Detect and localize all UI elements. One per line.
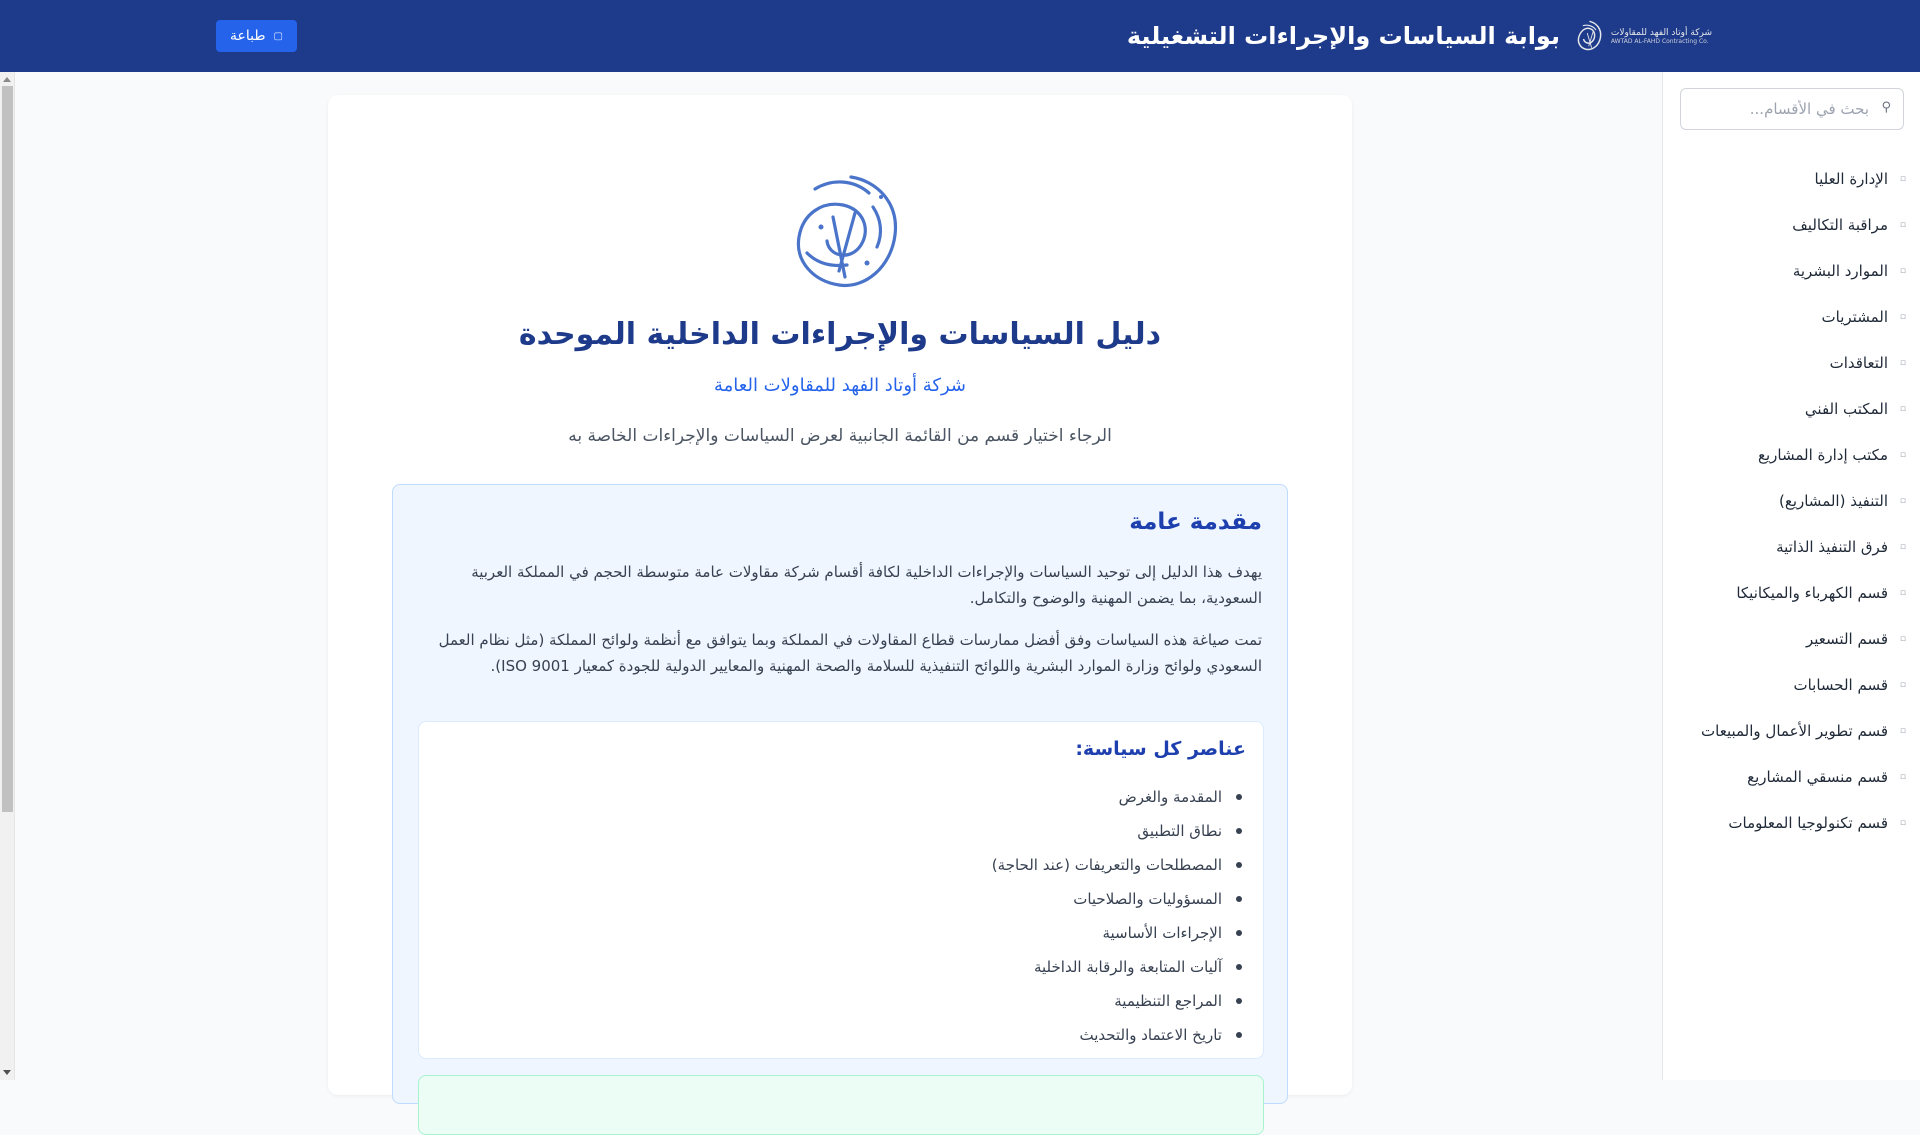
section-search-box [1680, 88, 1904, 130]
list-item [992, 780, 1246, 814]
bullet-icon [1236, 964, 1242, 970]
bullet-icon [1236, 828, 1242, 834]
chevron-icon: ▫ [1899, 312, 1906, 322]
sidebar-item-senior-management[interactable] [1672, 156, 1906, 202]
print-button[interactable] [216, 20, 297, 52]
sidebar-item-label: قسم التسعير [1806, 630, 1888, 648]
document-title: دليل السياسات والإجراءات الداخلية الموحدة [518, 317, 1162, 352]
list-item [992, 916, 1246, 950]
intro-heading: مقدمة عامة [1129, 509, 1262, 535]
list-item [992, 950, 1246, 984]
top-bar [0, 0, 1920, 72]
bullet-icon [1236, 794, 1242, 800]
sidebar-item-label: قسم تكنولوجيا المعلومات [1728, 814, 1888, 832]
sidebar-item-label: التعاقدات [1829, 354, 1888, 372]
chevron-icon: ▫ [1899, 588, 1906, 598]
company-logo[interactable] [1574, 10, 1712, 62]
sidebar-item-label: فرق التنفيذ الذاتية [1776, 538, 1888, 556]
chevron-icon: ▫ [1899, 220, 1906, 230]
policy-elements-heading: عناصر كل سياسة: [1075, 738, 1246, 760]
logo-calligraphy-icon [1574, 12, 1605, 60]
chevron-icon: ▫ [1899, 542, 1906, 552]
sidebar-item-self-execution-teams[interactable] [1672, 524, 1906, 570]
bullet-icon [1236, 930, 1242, 936]
list-item-text: تاريخ الاعتماد والتحديث [1079, 1026, 1222, 1044]
chevron-icon: ▫ [1899, 772, 1906, 782]
bullet-icon [1236, 998, 1242, 1004]
sidebar-item-human-resources[interactable] [1672, 248, 1906, 294]
sidebar-item-label: الموارد البشرية [1792, 262, 1888, 280]
section-search-input[interactable] [1681, 89, 1903, 129]
list-item [992, 848, 1246, 882]
print-button-label: طباعة [230, 28, 266, 44]
sidebar-item-label: مكتب إدارة المشاريع [1758, 446, 1888, 464]
list-item-text: نطاق التطبيق [1137, 822, 1222, 840]
sidebar-item-pmo[interactable] [1672, 432, 1906, 478]
list-item [992, 882, 1246, 916]
sidebar-item-cost-control[interactable] [1672, 202, 1906, 248]
portal-title: بوابة السياسات والإجراءات التشغيلية [1126, 22, 1560, 50]
list-item-text: المراجع التنظيمية [1114, 992, 1222, 1010]
sidebar [1662, 72, 1920, 1080]
sidebar-item-mep[interactable] [1672, 570, 1906, 616]
intro-paragraph-2: تمت صياغة هذه السياسات وفق أفضل ممارسات قطاع المقاولات في المملكة وبما يتوافق مع أنظمة ولوائح المملكة (مثل نظام العمل السعودي ولوائح وزارة الموارد البشرية واللوائح التنفيذية للسلامة والصحة المهنية والمعايير الدولية للجودة كمعيار ISO 9001). [438, 631, 1262, 675]
list-item-text: المسؤوليات والصلاحيات [1073, 890, 1222, 908]
general-introduction [392, 484, 1288, 1104]
list-item-text: المصطلحات والتعريفات (عند الحاجة) [991, 856, 1222, 874]
selection-hint: الرجاء اختيار قسم من القائمة الجانبية لعرض السياسات والإجراءات الخاصة به [568, 426, 1112, 446]
scrollbar-thumb[interactable] [2, 86, 13, 812]
sidebar-item-procurement[interactable] [1672, 294, 1906, 340]
bullet-icon [1236, 896, 1242, 902]
bullet-icon [1236, 862, 1242, 868]
chevron-icon: ▫ [1899, 634, 1906, 644]
next-section-box [418, 1075, 1264, 1135]
sidebar-item-execution[interactable] [1672, 478, 1906, 524]
chevron-icon: ▫ [1899, 818, 1906, 828]
sidebar-item-label: قسم الحسابات [1793, 676, 1888, 694]
page-scrollbar[interactable] [0, 72, 15, 1080]
logo-english-text: AWTAD AL-FAHD Contracting Co. [1610, 37, 1709, 45]
policy-elements-box [418, 721, 1264, 1059]
brand [1127, 0, 1712, 72]
main-content-card [328, 95, 1352, 1095]
company-logo-icon [781, 167, 909, 297]
sidebar-item-label: المشتريات [1821, 308, 1888, 326]
search-icon: ⚲ [1881, 100, 1891, 115]
department-nav [1672, 156, 1906, 846]
intro-paragraph-1: يهدف هذا الدليل إلى توحيد السياسات والإجراءات الداخلية لكافة أقسام شركة مقاولات عامة متوسطة الحجم في المملكة العربية السعودية، بما يضمن المهنية والوضوح والتكامل. [471, 563, 1262, 607]
sidebar-item-project-coordinators[interactable] [1672, 754, 1906, 800]
chevron-icon: ▫ [1899, 404, 1906, 414]
list-item-text: آليات المتابعة والرقابة الداخلية [1033, 958, 1222, 976]
sidebar-item-label: قسم منسقي المشاريع [1747, 768, 1888, 786]
bullet-icon [1236, 1032, 1242, 1038]
chevron-icon: ▫ [1899, 174, 1906, 184]
policy-elements-list [992, 780, 1246, 1052]
list-item [992, 984, 1246, 1018]
scroll-down-arrow-icon[interactable] [3, 1070, 11, 1075]
scroll-up-arrow-icon[interactable] [3, 77, 11, 82]
sidebar-item-pricing[interactable] [1672, 616, 1906, 662]
company-name: شركة أوتاد الفهد للمقاولات العامة [714, 375, 966, 396]
chevron-icon: ▫ [1899, 358, 1906, 368]
chevron-icon: ▫ [1899, 726, 1906, 736]
sidebar-item-business-development[interactable] [1672, 708, 1906, 754]
sidebar-item-label: الإدارة العليا [1814, 170, 1888, 188]
list-item-text: الإجراءات الأساسية [1102, 924, 1222, 942]
list-item [992, 814, 1246, 848]
list-item [992, 1018, 1246, 1052]
chevron-icon: ▫ [1899, 680, 1906, 690]
sidebar-item-contracts[interactable] [1672, 340, 1906, 386]
logo-arabic-text: شركة أوتاد الفهد للمقاولات [1610, 27, 1712, 38]
chevron-icon: ▫ [1899, 266, 1906, 276]
sidebar-item-label: المكتب الفني [1804, 400, 1888, 418]
sidebar-item-it[interactable] [1672, 800, 1906, 846]
sidebar-item-technical-office[interactable] [1672, 386, 1906, 432]
chevron-icon: ▫ [1899, 450, 1906, 460]
sidebar-item-label: قسم تطوير الأعمال والمبيعات [1701, 722, 1888, 740]
sidebar-item-label: قسم الكهرباء والميكانيكا [1736, 584, 1888, 602]
sidebar-item-label: التنفيذ (المشاريع) [1778, 492, 1888, 510]
sidebar-item-accounts[interactable] [1672, 662, 1906, 708]
list-item-text: المقدمة والغرض [1118, 788, 1222, 806]
chevron-icon: ▫ [1899, 496, 1906, 506]
sidebar-item-label: مراقبة التكاليف [1792, 216, 1888, 234]
print-icon: ▢ [273, 30, 283, 42]
